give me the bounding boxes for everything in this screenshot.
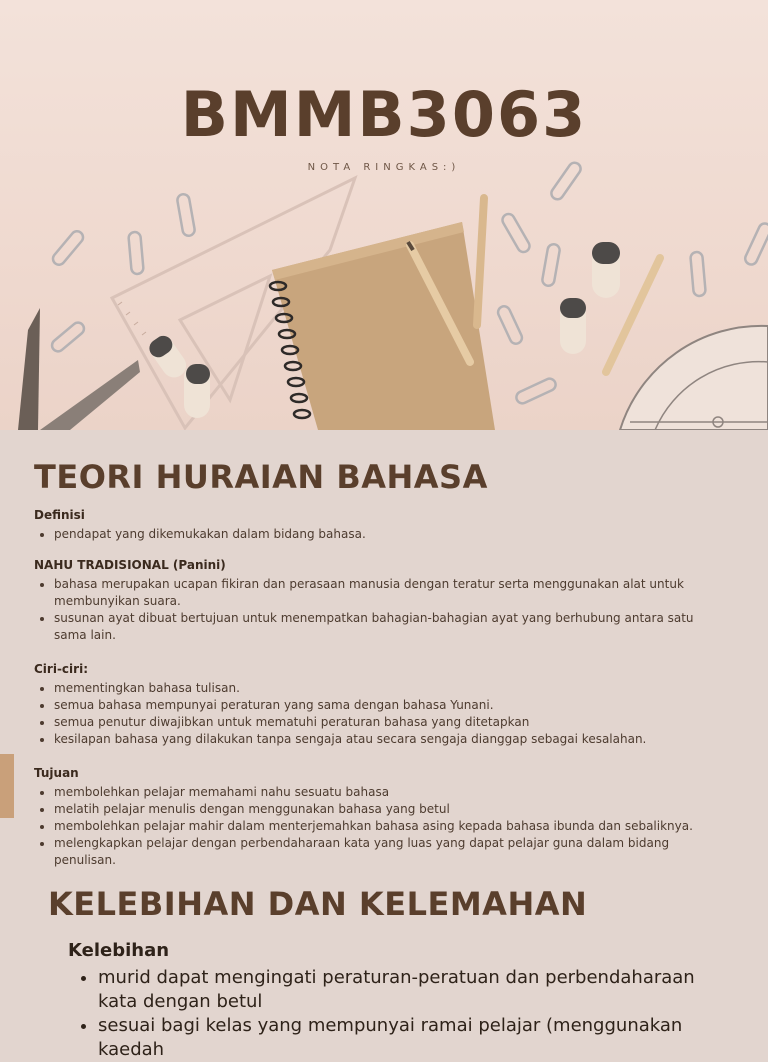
document-title: BMMB3063 bbox=[180, 78, 588, 151]
section-title-kelebihan-kelemahan: KELEBIHAN DAN KELEMAHAN bbox=[48, 885, 588, 923]
list-item: • sesuai bagi kelas yang mempunyai ramai pelajar (menggunakan kaedah bbox=[98, 1014, 738, 1062]
stationery-illustration bbox=[0, 0, 768, 430]
list-item: • semua bahasa mempunyai peraturan yang sama dengan bahasa Yunani. bbox=[54, 697, 724, 714]
notes-content bbox=[0, 430, 768, 1060]
subsection-label-kelebihan: Kelebihan bbox=[68, 940, 170, 961]
group-label: NAHU TRADISIONAL (Panini) bbox=[34, 558, 226, 572]
list-item: • membolehkan pelajar mahir dalam menterjemahkan bahasa asing kepada bahasa ibunda dan sebaliknya. bbox=[54, 818, 724, 835]
protractor bbox=[620, 326, 768, 430]
group-label: Definisi bbox=[34, 508, 85, 522]
list-item: • membolehkan pelajar memahami nahu sesuatu bahasa bbox=[54, 784, 724, 801]
kraft-notebook bbox=[270, 222, 495, 430]
list-item: • melengkapkan pelajar dengan perbendaharaan kata yang luas yang dapat pelajar guna dalam bidang penulisan. bbox=[54, 835, 724, 869]
group-definisi bbox=[34, 508, 724, 543]
list-item: • melatih pelajar menulis dengan menggunakan bahasa yang betul bbox=[54, 801, 724, 818]
list-item: • semua penutur diwajibkan untuk mematuhi peraturan bahasa yang ditetapkan bbox=[54, 714, 724, 731]
document-subtitle: NOTA RINGKAS:) bbox=[307, 162, 461, 173]
group-nahu-tradisional bbox=[34, 558, 724, 644]
list-item: • kesilapan bahasa yang dilakukan tanpa sengaja atau secara sengaja dianggap sebagai kesalahan. bbox=[54, 731, 724, 748]
group-label: Ciri-ciri: bbox=[34, 662, 88, 676]
list-item: • susunan ayat dibuat bertujuan untuk menempatkan bahagian-bahagian ayat yang berhubung antara satu sama lain. bbox=[54, 610, 724, 644]
group-label: Tujuan bbox=[34, 766, 79, 780]
section-title-teori: TEORI HURAIAN BAHASA bbox=[34, 458, 488, 496]
list-item: • mementingkan bahasa tulisan. bbox=[54, 680, 724, 697]
hero-banner bbox=[0, 0, 768, 430]
group-ciri-ciri bbox=[34, 662, 724, 748]
group-tujuan bbox=[34, 766, 724, 869]
list-item: • pendapat yang dikemukakan dalam bidang bahasa. bbox=[54, 526, 724, 543]
scissors bbox=[18, 308, 140, 430]
list-item: • murid dapat mengingati peraturan-peratuan dan perbendaharaan kata dengan betul bbox=[98, 966, 738, 1014]
list-item: • bahasa merupakan ucapan fikiran dan perasaan manusia dengan teratur serta menggunakan alat untuk membunyikan suara. bbox=[54, 576, 724, 610]
